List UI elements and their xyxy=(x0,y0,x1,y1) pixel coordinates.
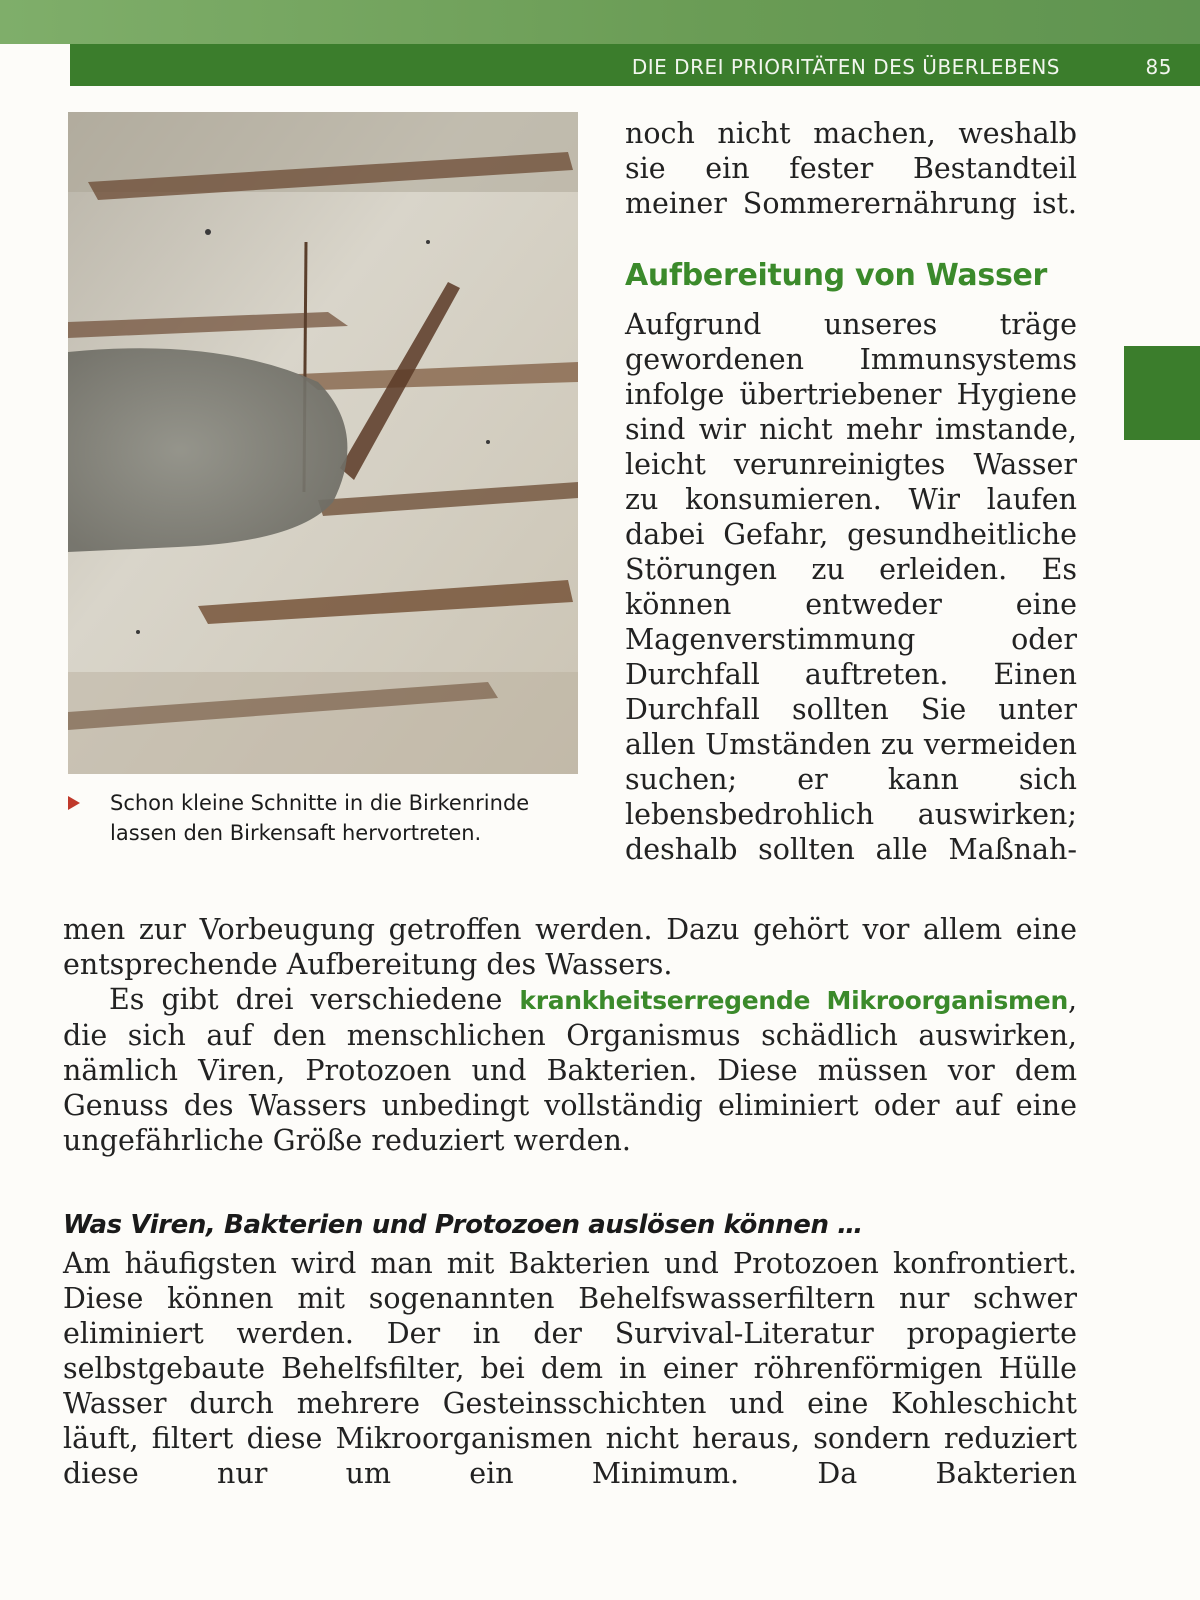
section-heading: Aufbereitung von Wasser xyxy=(625,258,1048,293)
caption-text: Schon kleine Schnitte in die Birkenrinde lassen den Birkensaft hervortreten. xyxy=(110,791,530,845)
body-text xyxy=(63,912,1077,1158)
continuation-paragraph: men zur Vorbeugung getroffen werden. Dazu gehört vor allem eine entsprechende Aufbereitung des Wassers. xyxy=(63,913,1077,981)
running-title: DIE DREI PRIORITÄTEN DES ÜBERLEBENS xyxy=(631,55,1060,79)
top-color-strip xyxy=(0,0,1200,44)
bacteria-paragraph: Am häufigsten wird man mit Bakterien und Protozoen konfrontiert. Diese können mit sogenannten Behelfswasserfiltern nur schwer eliminiert werden. Der in der Survival-Literatur propagierte selbstgebaute Behelfsfilter, bei dem in einer röhrenförmigen Hülle Wasser durch mehrere Gesteinsschichten und eine Kohleschicht läuft, filtert diese Mikroorganismen nicht heraus, sondern reduziert diese nur um ein Minimum. Da Bakterien xyxy=(63,1247,1077,1490)
right-column xyxy=(625,116,1077,867)
chapter-thumb-tab xyxy=(1124,346,1200,440)
keyword-highlight: krankheitserregende Mikroorganismen xyxy=(519,986,1068,1015)
page-number: 85 xyxy=(1145,55,1172,79)
paragraph-start: Es gibt drei verschiedene xyxy=(109,983,520,1016)
figure-caption xyxy=(68,788,588,848)
paragraph-end: , die sich auf den menschlichen Organismus schädlich auswirken, nämlich Viren, Protozoen und Bakterien. Diese müssen vor dem Genuss des Wassers unbedingt vollständig eliminiert oder auf eine ungefährliche Größe reduziert werden. xyxy=(63,983,1077,1157)
caption-arrow-icon xyxy=(68,796,80,810)
birch-bark-photo xyxy=(68,112,578,774)
subsection-heading: Was Viren, Bakterien und Protozoen auslösen können … xyxy=(63,1210,863,1240)
section-paragraph: Aufgrund unseres träge gewordenen Immunsystems infolge übertriebener Hygiene sind wir nicht mehr imstande, leicht verunreinigtes Wasser zu konsumieren. Wir laufen dabei Gefahr, gesundheitliche Störungen zu erleiden. Es können entweder eine Magenverstimmung oder Durchfall auftreten. Einen Durchfall sollten Sie unter allen Umständen zu vermeiden suchen; er kann sich lebensbedrohlich auswirken; deshalb sollten alle Maßnah- xyxy=(625,308,1077,866)
body-text-lower xyxy=(63,1208,1077,1491)
intro-text: noch nicht machen, weshalb sie ein fester Bestandteil meiner Sommerernährung ist. xyxy=(625,117,1077,220)
running-header xyxy=(70,44,1200,86)
microorganisms-paragraph xyxy=(63,982,1077,1158)
